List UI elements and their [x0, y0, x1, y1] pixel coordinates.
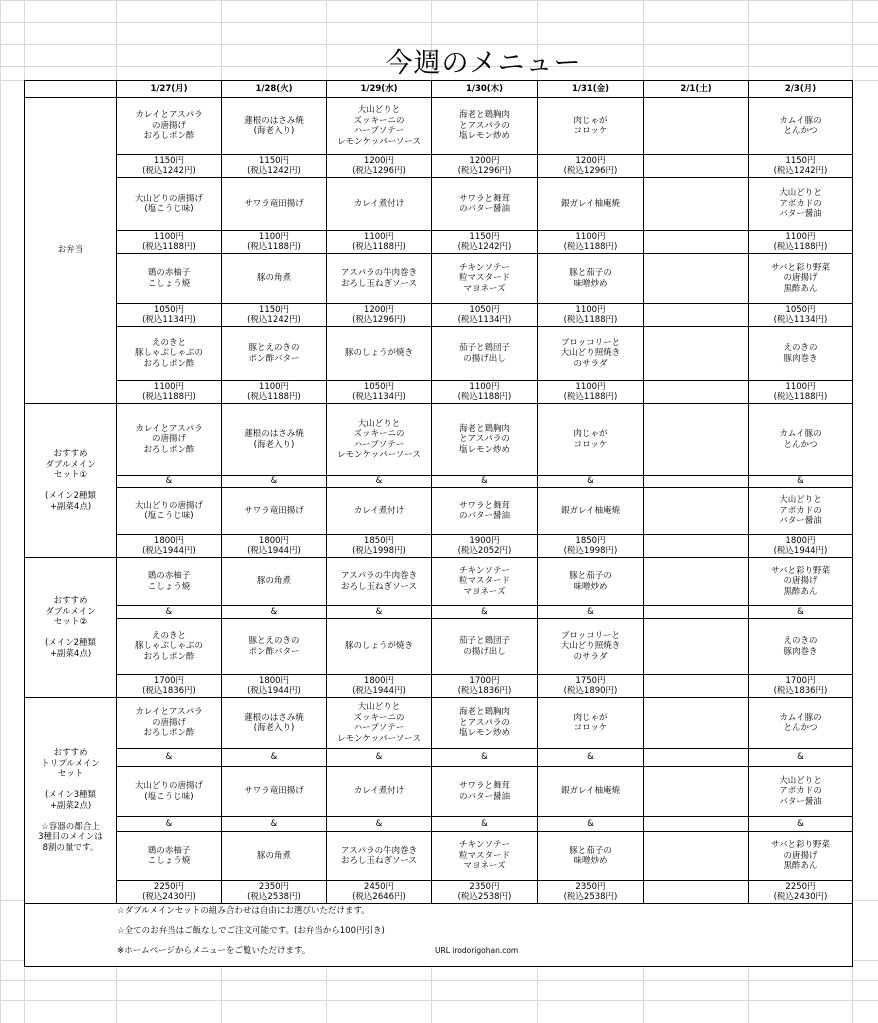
price-cell	[644, 304, 749, 327]
section-label: おすすめ ダブルメイン セット① (メイン2種類 +副菜4点)	[25, 404, 117, 558]
price-cell: 1100円 (税込1188円)	[222, 381, 327, 404]
dish-cell: 豚の角煮	[222, 254, 327, 304]
price-cell: 1100円 (税込1188円)	[538, 381, 644, 404]
dish-cell: 豚と茄子の 味噌炒め	[538, 558, 644, 606]
dish-cell: アスパラの牛肉巻き おろし玉ねぎソース	[327, 558, 432, 606]
amp-cell: &	[538, 749, 644, 767]
dish-cell: アスパラの牛肉巻き おろし玉ねぎソース	[327, 254, 432, 304]
dish-cell: 大山どりの唐揚げ (塩こうじ味)	[117, 767, 222, 817]
price-row	[25, 304, 853, 327]
dish-cell: 豚の角煮	[222, 832, 327, 881]
note-line: ☆全てのお弁当はご飯なしでご注文可能です。(お弁当から100円引き)	[117, 926, 385, 936]
price-cell: 1200円 (税込1296円)	[432, 155, 538, 178]
dish-cell: 蓮根のはさみ焼 (海老入り)	[222, 98, 327, 155]
amp-cell: &	[327, 817, 432, 832]
dish-cell: サワラと舞茸 のバター醤油	[432, 767, 538, 817]
dish-cell: サワラ竜田揚げ	[222, 488, 327, 535]
amp-cell: &	[749, 817, 853, 832]
dish-row	[25, 558, 853, 606]
section-label: お弁当	[25, 98, 117, 404]
amp-cell: &	[117, 749, 222, 767]
dish-cell: 銀ガレイ柚庵焼	[538, 178, 644, 231]
dish-cell: えのきと 豚しゃぶしゃぶの おろしポン酢	[117, 327, 222, 381]
dish-cell: 海老と鶏胸肉 とアスパラの 塩レモン炒め	[432, 404, 538, 476]
amp-cell: &	[538, 476, 644, 488]
date-header: 2/1(土)	[644, 81, 749, 98]
dish-row	[25, 98, 853, 155]
price-cell: 1150円 (税込1242円)	[749, 155, 853, 178]
dish-cell: 肉じゃが コロッケ	[538, 404, 644, 476]
dish-cell: サバと彩り野菜 の唐揚げ 黒酢あん	[749, 832, 853, 881]
note-line: ※ホームページからメニューをご覧いただけます。	[117, 946, 311, 956]
amp-cell: &	[749, 749, 853, 767]
amp-row	[25, 817, 853, 832]
dish-cell: サワラと舞茸 のバター醤油	[432, 488, 538, 535]
dish-cell	[644, 619, 749, 675]
amp-cell: &	[117, 817, 222, 832]
notes-row	[25, 904, 853, 967]
amp-cell	[644, 606, 749, 619]
header-corner	[25, 81, 117, 98]
dish-cell: サワラ竜田揚げ	[222, 178, 327, 231]
dish-cell: 豚のしょうが焼き	[327, 619, 432, 675]
price-cell: 1800円 (税込1944円)	[117, 535, 222, 558]
dish-row	[25, 404, 853, 476]
dish-row	[25, 327, 853, 381]
dish-cell: ブロッコリーと 大山どり照焼き のサラダ	[538, 619, 644, 675]
price-row	[25, 155, 853, 178]
dish-cell: サワラと舞茸 のバター醤油	[432, 178, 538, 231]
dish-cell: 豚の角煮	[222, 558, 327, 606]
dish-cell: 豚とえのきの ポン酢バター	[222, 327, 327, 381]
price-row	[25, 535, 853, 558]
date-header: 1/30(木)	[432, 81, 538, 98]
price-cell: 1200円 (税込1296円)	[327, 155, 432, 178]
dish-cell: カレイ煮付け	[327, 178, 432, 231]
price-cell: 1900円 (税込2052円)	[432, 535, 538, 558]
homepage-url: URL irodorigohan.com	[435, 946, 519, 955]
amp-cell: &	[117, 476, 222, 488]
price-cell: 1800円 (税込1944円)	[749, 535, 853, 558]
dish-cell: 大山どりの唐揚げ (塩こうじ味)	[117, 488, 222, 535]
price-cell: 1100円 (税込1188円)	[749, 231, 853, 254]
dish-cell	[644, 767, 749, 817]
price-cell: 2250円 (税込2430円)	[117, 881, 222, 904]
dish-cell: 豚とえのきの ポン酢バター	[222, 619, 327, 675]
note-line: ☆ダブルメインセットの組み合わせは自由にお選びいただけます。	[117, 906, 370, 916]
dish-cell: 茄子と鶏団子 の揚げ出し	[432, 327, 538, 381]
price-cell: 2350円 (税込2538円)	[222, 881, 327, 904]
price-cell: 2450円 (税込2646円)	[327, 881, 432, 904]
page-title: 今週のメニュー	[385, 48, 582, 79]
amp-cell: &	[538, 817, 644, 832]
price-cell	[644, 381, 749, 404]
dish-cell: 銀ガレイ柚庵焼	[538, 488, 644, 535]
dish-cell: 豚と茄子の 味噌炒め	[538, 832, 644, 881]
price-cell: 1100円 (税込1188円)	[538, 304, 644, 327]
amp-cell: &	[749, 606, 853, 619]
dish-cell: サバと彩り野菜 の唐揚げ 黒酢あん	[749, 254, 853, 304]
price-cell: 1800円 (税込1944円)	[327, 675, 432, 698]
section-label: おすすめ ダブルメイン セット② (メイン2種類 +副菜4点)	[25, 558, 117, 698]
dish-cell: 肉じゃが コロッケ	[538, 698, 644, 749]
price-cell: 1050円 (税込1134円)	[749, 304, 853, 327]
dish-cell: チキンソテー 粒マスタード マヨネーズ	[432, 254, 538, 304]
price-cell	[644, 881, 749, 904]
price-cell: 1200円 (税込1296円)	[327, 304, 432, 327]
dish-cell: えのきと 豚しゃぶしゃぶの おろしポン酢	[117, 619, 222, 675]
dish-cell: 銀ガレイ柚庵焼	[538, 767, 644, 817]
price-row	[25, 881, 853, 904]
dish-cell: 大山どりの唐揚げ (塩こうじ味)	[117, 178, 222, 231]
amp-cell	[644, 817, 749, 832]
dish-cell: 肉じゃが コロッケ	[538, 98, 644, 155]
dish-cell: 蓮根のはさみ焼 (海老入り)	[222, 404, 327, 476]
dish-cell: チキンソテー 粒マスタード マヨネーズ	[432, 832, 538, 881]
dish-cell: サバと彩り野菜 の唐揚げ 黒酢あん	[749, 558, 853, 606]
dish-cell: 大山どりと ズッキーニの ハーブソテー レモンケッパーソース	[327, 404, 432, 476]
dish-row	[25, 488, 853, 535]
dish-row	[25, 698, 853, 749]
dish-cell: 鶏の赤柚子 こしょう焼	[117, 254, 222, 304]
dish-row	[25, 832, 853, 881]
amp-cell: &	[327, 476, 432, 488]
price-cell: 1100円 (税込1188円)	[432, 381, 538, 404]
amp-cell: &	[327, 749, 432, 767]
price-cell: 1800円 (税込1944円)	[222, 675, 327, 698]
dish-cell: ブロッコリーと 大山どり照焼き のサラダ	[538, 327, 644, 381]
price-cell: 1700円 (税込1836円)	[117, 675, 222, 698]
dish-cell: 茄子と鶏団子 の揚げ出し	[432, 619, 538, 675]
date-header: 1/27(月)	[117, 81, 222, 98]
amp-row	[25, 476, 853, 488]
dish-row	[25, 254, 853, 304]
dish-cell: アスパラの牛肉巻き おろし玉ねぎソース	[327, 832, 432, 881]
price-cell: 1100円 (税込1188円)	[117, 231, 222, 254]
dish-cell	[644, 488, 749, 535]
price-cell: 1700円 (税込1836円)	[749, 675, 853, 698]
header-row	[25, 81, 853, 98]
price-row	[25, 381, 853, 404]
amp-cell: &	[432, 749, 538, 767]
amp-row	[25, 749, 853, 767]
dish-cell: 大山どりと ズッキーニの ハーブソテー レモンケッパーソース	[327, 98, 432, 155]
dish-cell: カムイ豚の とんかつ	[749, 98, 853, 155]
price-cell: 1050円 (税込1134円)	[432, 304, 538, 327]
price-cell: 1050円 (税込1134円)	[117, 304, 222, 327]
dish-cell: カムイ豚の とんかつ	[749, 404, 853, 476]
dish-cell: チキンソテー 粒マスタード マヨネーズ	[432, 558, 538, 606]
amp-cell: &	[432, 476, 538, 488]
dish-cell	[644, 98, 749, 155]
price-cell	[644, 535, 749, 558]
dish-cell: 大山どりと アボカドの バター醤油	[749, 488, 853, 535]
amp-cell: &	[222, 476, 327, 488]
dish-row	[25, 178, 853, 231]
dish-cell	[644, 698, 749, 749]
dish-row	[25, 767, 853, 817]
amp-row	[25, 606, 853, 619]
dish-cell	[644, 558, 749, 606]
price-cell: 1200円 (税込1296円)	[538, 155, 644, 178]
price-cell: 1700円 (税込1836円)	[432, 675, 538, 698]
dish-cell	[644, 404, 749, 476]
dish-cell: えのきの 豚肉巻き	[749, 327, 853, 381]
amp-cell: &	[432, 606, 538, 619]
amp-cell: &	[538, 606, 644, 619]
dish-cell: サワラ竜田揚げ	[222, 767, 327, 817]
amp-cell: &	[222, 817, 327, 832]
dish-cell: 豚のしょうが焼き	[327, 327, 432, 381]
price-cell: 1850円 (税込1998円)	[327, 535, 432, 558]
dish-cell: カレイ煮付け	[327, 767, 432, 817]
dish-cell: 豚と茄子の 味噌炒め	[538, 254, 644, 304]
price-cell: 1750円 (税込1890円)	[538, 675, 644, 698]
dish-cell: カムイ豚の とんかつ	[749, 698, 853, 749]
date-header: 2/3(月)	[749, 81, 853, 98]
price-cell: 1100円 (税込1188円)	[327, 231, 432, 254]
amp-cell	[644, 749, 749, 767]
date-header: 1/31(金)	[538, 81, 644, 98]
price-cell: 1100円 (税込1188円)	[222, 231, 327, 254]
amp-cell: &	[222, 749, 327, 767]
price-cell	[644, 155, 749, 178]
amp-cell: &	[749, 476, 853, 488]
amp-cell: &	[117, 606, 222, 619]
price-cell: 2350円 (税込2538円)	[538, 881, 644, 904]
price-cell: 1800円 (税込1944円)	[222, 535, 327, 558]
date-header: 1/29(水)	[327, 81, 432, 98]
dish-cell	[644, 254, 749, 304]
section-label: おすすめ トリプルメイン セット (メイン3種類 +副菜2点) ☆容器の都合上 3種目のメインは 8割の量です。	[25, 698, 117, 904]
price-cell	[644, 675, 749, 698]
dish-cell: 海老と鶏胸肉 とアスパラの 塩レモン炒め	[432, 698, 538, 749]
dish-cell	[644, 178, 749, 231]
notes-cell	[25, 904, 853, 967]
date-header: 1/28(火)	[222, 81, 327, 98]
dish-cell: 鶏の赤柚子 こしょう焼	[117, 558, 222, 606]
price-cell: 1150円 (税込1242円)	[432, 231, 538, 254]
price-cell: 1150円 (税込1242円)	[222, 155, 327, 178]
price-cell: 2350円 (税込2538円)	[432, 881, 538, 904]
dish-cell: カレイとアスパラ の唐揚げ おろしポン酢	[117, 98, 222, 155]
price-cell: 1100円 (税込1188円)	[538, 231, 644, 254]
price-cell: 1050円 (税込1134円)	[327, 381, 432, 404]
menu-table	[24, 80, 853, 967]
price-cell: 1150円 (税込1242円)	[117, 155, 222, 178]
price-row	[25, 675, 853, 698]
price-cell: 1850円 (税込1998円)	[538, 535, 644, 558]
amp-cell: &	[222, 606, 327, 619]
dish-cell: カレイとアスパラ の唐揚げ おろしポン酢	[117, 698, 222, 749]
dish-cell: 大山どりと アボカドの バター醤油	[749, 178, 853, 231]
dish-cell: 大山どりと アボカドの バター醤油	[749, 767, 853, 817]
price-cell: 2250円 (税込2430円)	[749, 881, 853, 904]
price-cell: 1100円 (税込1188円)	[749, 381, 853, 404]
dish-cell	[644, 327, 749, 381]
price-row	[25, 231, 853, 254]
price-cell	[644, 231, 749, 254]
price-cell: 1150円 (税込1242円)	[222, 304, 327, 327]
amp-cell	[644, 476, 749, 488]
price-cell: 1100円 (税込1188円)	[117, 381, 222, 404]
dish-cell: 海老と鶏胸肉 とアスパラの 塩レモン炒め	[432, 98, 538, 155]
dish-cell: 大山どりと ズッキーニの ハーブソテー レモンケッパーソース	[327, 698, 432, 749]
dish-row	[25, 619, 853, 675]
dish-cell: カレイとアスパラ の唐揚げ おろしポン酢	[117, 404, 222, 476]
dish-cell: えのきの 豚肉巻き	[749, 619, 853, 675]
dish-cell: 蓮根のはさみ焼 (海老入り)	[222, 698, 327, 749]
amp-cell: &	[432, 817, 538, 832]
dish-cell: カレイ煮付け	[327, 488, 432, 535]
dish-cell: 鶏の赤柚子 こしょう焼	[117, 832, 222, 881]
amp-cell: &	[327, 606, 432, 619]
dish-cell	[644, 832, 749, 881]
